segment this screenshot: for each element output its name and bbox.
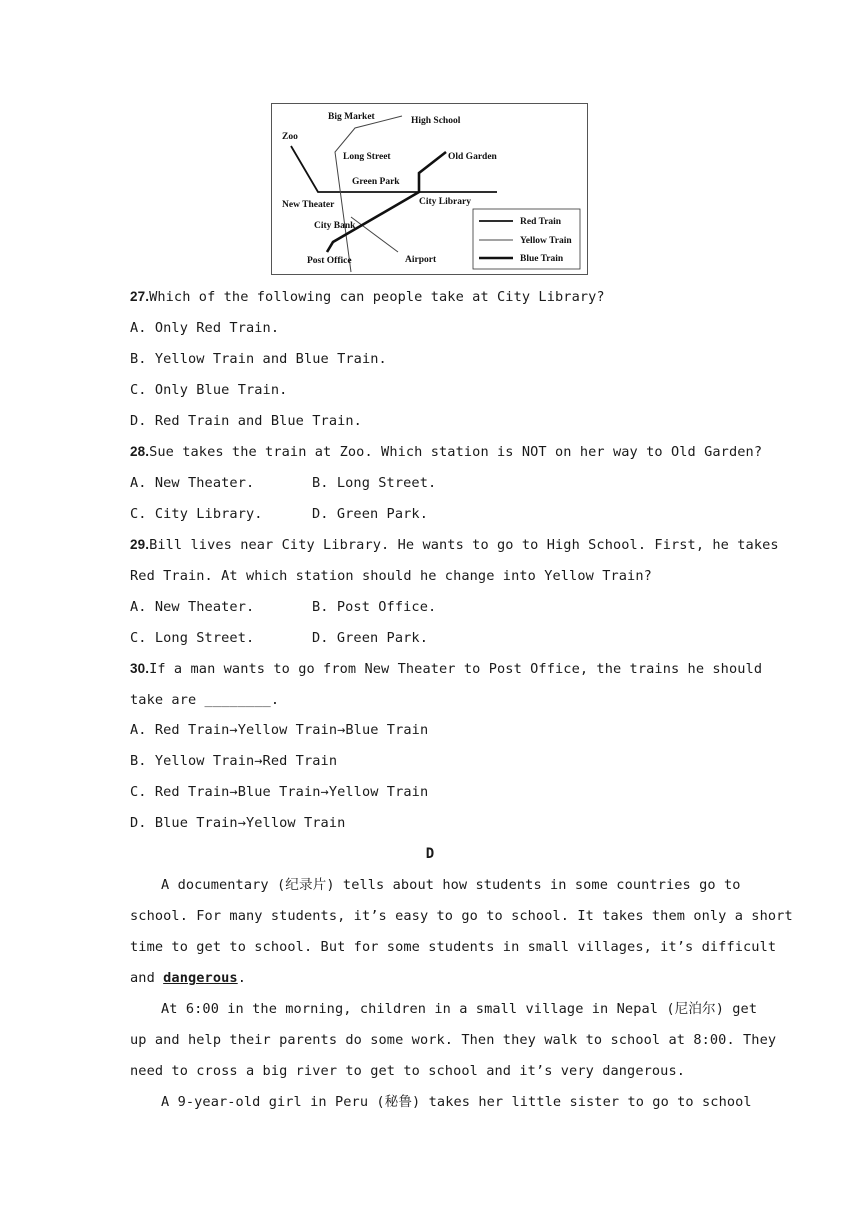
passage-p3-line-1: A 9-year-old girl in Peru (秘鲁) takes her little sister to go to school <box>161 1094 752 1110</box>
option-row-29-cd <box>130 628 740 648</box>
passage-p2-line-1: At 6:00 in the morning, children in a small village in Nepal (尼泊尔) get <box>161 1001 758 1017</box>
passage-p1-line-1: A documentary (纪录片) tells about how students in some countries go to <box>161 877 741 893</box>
train-map <box>271 103 588 275</box>
option-29-d: D. Green Park. <box>312 630 428 646</box>
label-big-market: Big Market <box>328 112 375 122</box>
option-28-a: A. New Theater. <box>130 475 255 491</box>
option-29-c: C. Long Street. <box>130 630 255 646</box>
question-30-text-line-2: take are ________. <box>130 692 280 708</box>
question-text-line-1: If a man wants to go from New Theater to Post Office, the trains he should <box>149 661 763 677</box>
question-30 <box>130 659 763 679</box>
yellow-train-branch <box>351 217 398 252</box>
question-number: 30. <box>130 661 150 676</box>
passage-text: . <box>237 970 246 986</box>
legend-yellow-label: Yellow Train <box>520 236 572 246</box>
label-long-street: Long Street <box>343 152 391 162</box>
underlined-word: dangerous <box>163 970 238 986</box>
option-27-a: A. Only Red Train. <box>130 320 280 336</box>
question-number: 29. <box>130 537 150 552</box>
passage-text: and <box>130 970 164 986</box>
question-text: Sue takes the train at Zoo. Which station is NOT on her way to Old Garden? <box>149 444 763 460</box>
option-row-29-ab <box>130 597 740 617</box>
label-airport: Airport <box>405 255 437 265</box>
train-map-drawing <box>272 104 589 276</box>
option-30-b: B. Yellow Train→Red Train <box>130 753 338 769</box>
option-28-d: D. Green Park. <box>312 506 428 522</box>
passage-p1-line-3: time to get to school. But for some students in small villages, it’s difficult <box>130 939 777 955</box>
option-27-d: D. Red Train and Blue Train. <box>130 413 362 429</box>
option-row-28-cd <box>130 504 740 524</box>
passage-p1-line-2: school. For many students, it’s easy to go to school. It takes them only a short <box>130 908 793 924</box>
passage-p2-line-2: up and help their parents do some work. Then they walk to school at 8:00. They <box>130 1032 777 1048</box>
question-27 <box>130 287 740 307</box>
question-text-line-1: Bill lives near City Library. He wants to go to High School. First, he takes <box>149 537 779 553</box>
label-city-library: City Library <box>419 197 471 207</box>
label-high-school: High School <box>411 116 461 126</box>
passage-p1-line-4 <box>130 968 740 988</box>
label-old-garden: Old Garden <box>448 152 497 162</box>
label-new-theater: New Theater <box>282 200 335 210</box>
question-28 <box>130 442 763 462</box>
yellow-train-line <box>335 116 402 272</box>
label-city-bank: City Bank <box>314 221 356 231</box>
option-29-a: A. New Theater. <box>130 599 255 615</box>
legend-red-label: Red Train <box>520 217 562 227</box>
option-28-b: B. Long Street. <box>312 475 437 491</box>
passage-p2-line-3: need to cross a big river to get to school and it’s very dangerous. <box>130 1063 686 1079</box>
legend-blue-label: Blue Train <box>520 254 564 264</box>
label-green-park: Green Park <box>352 177 400 187</box>
label-post-office: Post Office <box>307 256 352 266</box>
label-zoo: Zoo <box>282 132 298 142</box>
option-30-a: A. Red Train→Yellow Train→Blue Train <box>130 722 429 738</box>
option-28-c: C. City Library. <box>130 506 263 522</box>
option-30-d: D. Blue Train→Yellow Train <box>130 815 346 831</box>
question-number: 27. <box>130 289 150 304</box>
option-27-b: B. Yellow Train and Blue Train. <box>130 351 387 367</box>
option-30-c: C. Red Train→Blue Train→Yellow Train <box>130 784 429 800</box>
option-29-b: B. Post Office. <box>312 599 437 615</box>
question-29-text-line-2: Red Train. At which station should he change into Yellow Train? <box>130 568 652 584</box>
option-row-28-ab <box>130 473 740 493</box>
question-29 <box>130 535 779 555</box>
question-text: Which of the following can people take at City Library? <box>149 289 605 305</box>
question-number: 28. <box>130 444 150 459</box>
section-title: D <box>425 846 435 862</box>
option-27-c: C. Only Blue Train. <box>130 382 288 398</box>
